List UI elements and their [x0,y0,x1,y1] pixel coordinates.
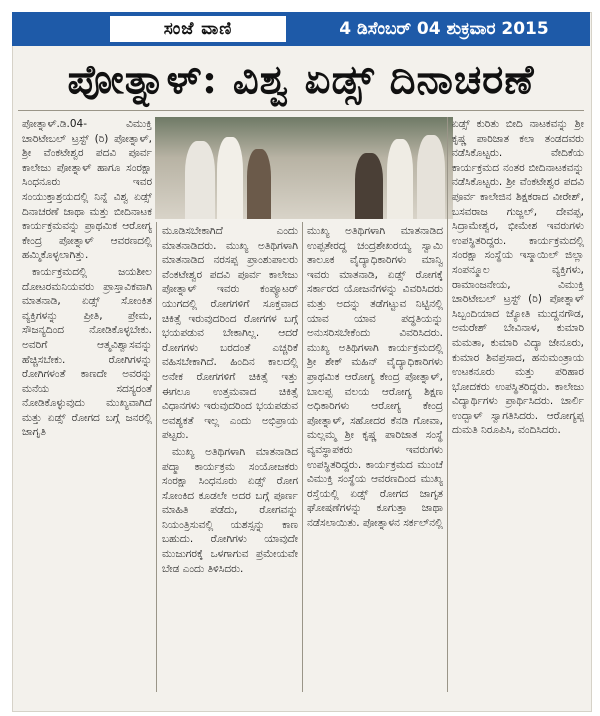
article-column-4 [452,117,584,692]
newspaper-logo [110,16,286,42]
col3-paragraph-1: ಮುಖ್ಯ ಅತಿಥಿಗಳಾಗಿ ಮಾತನಾಡಿದ ಉಪ್ಪತೇರದ್ದ ಚಂದ್ರಶೇಖರಯ್ಯ ಸ್ವಾಮಿ ತಾಲೂಕ ವೈದ್ಯಾಧಿಕಾರಿಗಳು ಮಾನ್ವಿ ಇವರು ಮಾತನಾಡಿ, ಏಡ್ಸ್ ರೋಗಕ್ಕೆ ಸರ್ಕಾರದ ಯೋಜನೆಗಳನ್ನು ವಿವರಿಸಿದರು ಮತ್ತು ಅದನ್ನು ತಡೆಗಟ್ಟುವ ನಿಟ್ಟಿನಲ್ಲಿ ಯಾವ ಯಾವ ಪದ್ಧತಿಯನ್ನು ಅನುಸರಿಸಬೇಕೆಂದು ವಿವರಿಸಿದರು. ಮುಖ್ಯ ಅತಿಥಿಗಳಾಗಿ ಕಾರ್ಯಕ್ರಮದಲ್ಲಿ ಶ್ರೀ ಶೇಕ್ ಮಹಿನ್ ವೈದ್ಯಾಧಿಕಾರಿಗಳು ಪ್ರಾಥಮಿಕ ಆರೋಗ್ಯ ಕೇಂದ್ರ ಪೋತ್ನಾಳ್, ಬಾಲಪ್ಪ ವಲಯ ಆರೋಗ್ಯ ಶಿಕ್ಷಣ ಅಧಿಕಾರಿಗಳು ಆರೋಗ್ಯ ಕೇಂದ್ರ ಪೋತ್ನಾಳ್, ಸಹೋದರ ಕೆನಡಿ ಗೋವಾ, ಮಲ್ಲಮ್ಮ ಶ್ರೀ ಕೃಷ್ಣ ಪಾರಿಜಾತ ಸಂಸ್ಥೆ ವ್ಯವಸ್ಥಾಪಕರು ಇವರುಗಳು ಉಪಸ್ಥಿತರಿದ್ದರು. ಕಾರ್ಯಕ್ರಮದ ಮುಂಚೆ ವಿಮುಕ್ತಿ ಸಂಸ್ಥೆಯ ಆವರಣದಿಂದ ಮುಖ್ಯ ರಸ್ತೆಯಲ್ಲಿ ಏಡ್ಸ್ ರೋಗದ ಜಾಗೃತ ಘೋಷಣೆಗಳನ್ನು ಕೂಗುತ್ತಾ ಜಾಥಾ ನಡೆಸಲಾಯಿತು. ಪೋತ್ನಾಳನ ಸರ್ಕಲ್‌ನಲ್ಲಿ [307,225,443,529]
article-column-3 [307,224,443,694]
column-divider [302,222,303,692]
masthead-dateline: 4 ಡಿಸೆಂಬರ್ 04 ಶುಕ್ರವಾರ 2015 [339,19,549,39]
col2-paragraph-1: ಮೂಡಿಸಬೇಕಾಗಿದೆ ಎಂದು ಮಾತನಾಡಿದರು. ಮುಖ್ಯ ಅತಿಥಿಗಳಾಗಿ ಮಾತನಾಡಿದ ನರಸಪ್ಪ ಪ್ರಾಂಶುಪಾಲರು ವೆಂಕಟೇಶ್ವರ ಪದವಿ ಪೂರ್ವ ಕಾಲೇಜು ಪೋತ್ನಾಳ್ ಇವರು ಕಂಪ್ಯೂಟರ್ ಯುಗದಲ್ಲಿ ರೋಗಗಳಿಗೆ ಸೂಕ್ತವಾದ ಚಿಕಿತ್ಸೆ ಇರುವುದರಿಂದ ರೋಗಗಳ ಬಗ್ಗೆ ಭಯಪಡುವ ಬೇಕಾಗಿಲ್ಲ. ಆದರೆ ರೋಗಗಳು ಬರದಂತೆ ಎಚ್ಚರಿಕೆ ವಹಿಸಬೇಕಾಗಿದೆ. ಹಿಂದಿನ ಕಾಲದಲ್ಲಿ ಅನೇಕ ರೋಗಗಳಿಗೆ ಚಿಕಿತ್ಸೆ ಇತ್ತು ಈಗಲೂ ಉತ್ತಮವಾದ ಚಿಕಿತ್ಸೆ ವಿಧಾನಗಳು ಇರುವುದರಿಂದ ಭಯಪಡುವ ಅವಶ್ಯಕತೆ ಇಲ್ಲ ಎಂದು ಅಭಿಪ್ರಾಯ ಪಟ್ಟರು. [162,225,298,442]
headline-divider [18,110,584,111]
newspaper-name: ಸಂಜೆ ವಾಣಿ [163,19,233,39]
article-column-1 [22,117,152,499]
col1-paragraph-1: ಪೋತ್ನಾಳ್.ಡಿ.04- ವಿಮುಕ್ತಿ ಚಾರಿಟೇಬಲ್ ಟ್ರಸ್ಟ್ (ರಿ) ಪೋತ್ನಾಳ್, ಶ್ರೀ ವೆಂಕಟೇಶ್ವರ ಪದವಿ ಪೂರ್ವ ಕಾಲೇಜು ಪೋತ್ನಾಳ್ ಹಾಗೂ ಸಂರಕ್ಷಾ ಸಿಂಧನೂರು ಇವರ ಸಂಯುಕ್ತಾಶ್ರಯದಲ್ಲಿ ನಿನ್ನೆ ವಿಶ್ವ ಏಡ್ಸ್ ದಿನಾಚರಣೆ ಜಾಥಾ ಮತ್ತು ಬೀದಿನಾಟಕ ಕಾರ್ಯಕ್ರಮವನ್ನು ಪ್ರಾಥಮಿಕ ಆರೋಗ್ಯ ಕೇಂದ್ರ ಪೋತ್ನಾಳ್ ಆವರಣದಲ್ಲಿ ಹಮ್ಮಿಕೊಳ್ಳಲಾಗಿತ್ತು. [22,118,152,262]
column-divider [447,117,448,692]
col1-paragraph-2: ಕಾರ್ಯಕ್ರಮದಲ್ಲಿ ಜಯಶೀಲ ದೋಟರಮನಿಯವರು ಪ್ರಾಸ್ತಾವಿಕವಾಗಿ ಮಾತನಾಡಿ, ಏಡ್ಸ್ ಸೋಂಕಿತ ವ್ಯಕ್ತಿಗಳನ್ನು ಪ್ರೀತಿ, ಪ್ರೇಮ, ಸೌಜನ್ಯದಿಂದ ನೋಡಿಕೊಳ್ಳಬೇಕು. ಅವರಿಗೆ ಆತ್ಮವಿಶ್ವಾಸವನ್ನು ಹೆಚ್ಚಿಸಬೇಕು. ರೋಗಿಗಳನ್ನು ರೋಗಿಗಳಂತೆ ಕಾಣದೇ ಅವರನ್ನು ಮನೆಯ ಸದಸ್ಯರಂತೆ ನೋಡಿಕೊಳ್ಳುವುದು ಮುಖ್ಯವಾಗಿದೆ ಮತ್ತು ಏಡ್ಸ್ ರೋಗದ ಬಗ್ಗೆ ಜನರಲ್ಲಿ ಜಾಗೃತಿ [22,265,152,439]
col2-paragraph-2: ಮುಖ್ಯ ಅತಿಥಿಗಳಾಗಿ ಮಾತನಾಡಿದ ಪದ್ಮಾ ಕಾರ್ಯಕ್ರಮ ಸಂಯೋಜಕರು ಸಂರಕ್ಷಾ ಸಿಂಧನೂರು ಏಡ್ಸ್ ರೋಗ ಸೋಂಕಿದ ಕೂಡಲೇ ಅದರ ಬಗ್ಗೆ ಪೂರ್ಣ ಮಾಹಿತಿ ಪಡೆದು, ರೋಗವನ್ನು ನಿಯಂತ್ರಿಸುವಲ್ಲಿ ಯಶಸ್ಸನ್ನು ಕಾಣ ಬಹುದು. ರೋಗಿಗಳು ಯಾವುದೇ ಮುಜುಗರಕ್ಕೆ ಒಳಗಾಗುವ ಪ್ರಮೇಯವೇ ಬೇಡ ಎಂದು ತಿಳಿಸಿದರು. [162,445,298,575]
column-divider [156,222,157,692]
col4-paragraph-1: ಏಡ್ಸ್ ಕುರಿತು ಬೀದಿ ನಾಟಕವನ್ನು ಶ್ರೀ ಕೃಷ್ಣ ಪಾರಿಜಾತ ಕಲಾ ತಂಡದವರು ನಡೆಸಿಕೊಟ್ಟರು. ವೇದಿಕೆಯ ಕಾರ್ಯಕ್ರಮದ ನಂತರ ಬೀದಿನಾಟಕವನ್ನು ನಡೆಸಿಕೊಟ್ಟರು. ಶ್ರೀ ವೆಂಕಟೇಶ್ವರ ಪದವಿ ಪೂರ್ವ ಕಾಲೇಜಿನ ಶಿಕ್ಷಕರಾದ ವೀರೇಶ್, ಬಸವರಾಜ ಗುಜ್ಜಲ್, ದೇವಪ್ಪ, ಸಿದ್ರಾಮೇಶ್ವರ, ಭೀಮೇಶ ಇವರುಗಳು ಉಪಸ್ಥಿತರಿದ್ದರು. ಕಾರ್ಯಕ್ರಮದಲ್ಲಿ ಸಂರಕ್ಷಾ ಸಂಸ್ಥೆಯ ಇಸ್ಮಾಯಿಲ್ ಜಿಲ್ಲಾ ಸಂಪನ್ಮೂಲ ವ್ಯಕ್ತಿಗಳು, ರಾಮಾಂಜನೇಯ, ವಿಮುಕ್ತಿ ಚಾರಿಟೇಬಲ್ ಟ್ರಸ್ಟ್ (ರಿ) ಪೋತ್ನಾಳ್ ಸಿಬ್ಬಂದಿಯಾದ ಜ್ಯೋತಿ ಮುದ್ದನಗೌಡ, ಅಮರೇಶ್ ಬೇವಿನಾಳ, ಕುಮಾರಿ ಮಮತಾ, ಕುಮಾರಿ ವಿದ್ಯಾ ಜೇನೂರು, ಕುಮಾರ ಶಿವಪ್ರಸಾದ, ಹನುಮಂತ್ರಾಯ ಉಟಕನೂರು ಮತ್ತು ಪರಿಹಾರ ಭೋದಕರು ಉಪಸ್ಥಿತರಿದ್ದರು. ಕಾಲೇಜು ವಿದ್ಯಾರ್ಥಿಗಳು ಪ್ರಾರ್ಥಿಸಿದರು. ಚಾರ್ಲಿ ಉದ್ಬಾಳ್ ಸ್ವಾಗತಿಸಿದರು. ಆರೋಗ್ಯಪ್ಪ ದುಮತಿ ನಿರೂಪಿಸಿ, ವಂದಿಸಿದರು. [452,118,584,437]
masthead [12,12,590,46]
event-photo [155,117,453,219]
article-column-2 [162,224,298,694]
article-headline: ಪೋತ್ನಾಳ್: ವಿಶ್ವ ಏಡ್ಸ್ ದಿನಾಚರಣೆ [67,56,535,103]
